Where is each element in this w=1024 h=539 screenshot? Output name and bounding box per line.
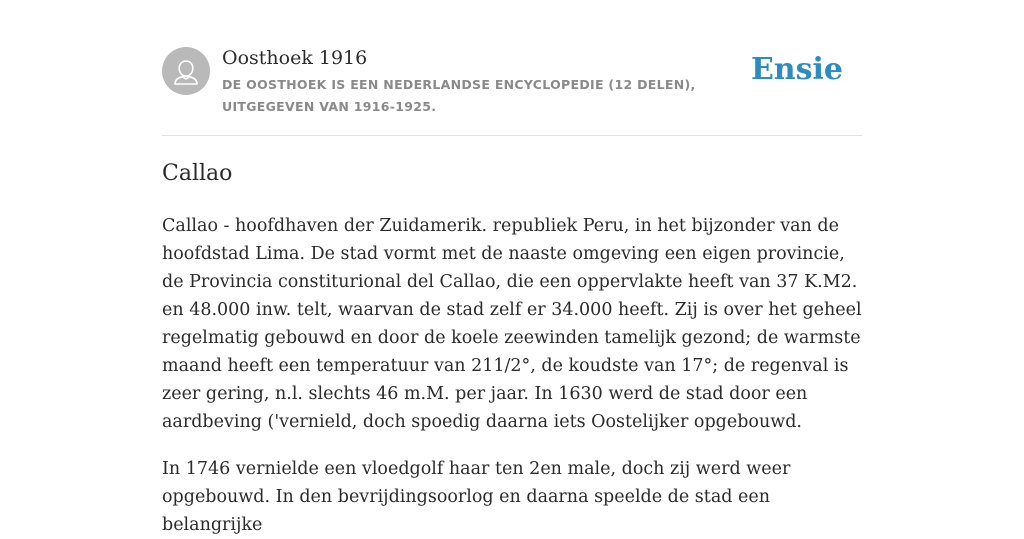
header-divider [162, 135, 862, 136]
article-paragraph: In 1746 vernielde een vloedgolf haar ten 2en male, doch zij werd weer opgebouwd. In den bevrijdingsoorlog en daarna speelde de stad een belangrijke [162, 459, 791, 535]
article-title: Callao [162, 161, 233, 186]
article [162, 158, 862, 539]
ensie-logo-link[interactable]: Ensie [750, 52, 843, 87]
source-title[interactable]: Oosthoek 1916 [222, 47, 368, 69]
source-header [162, 46, 862, 116]
source-description: DE OOSTHOEK IS EEN NEDERLANDSE ENCYCLOPEDIE (12 DELEN), UITGEGEVEN VAN 1916-1925. [222, 77, 696, 114]
article-paragraph: Callao - hoofdhaven der Zuidamerik. republiek Peru, in het bijzonder van de hoofdstad Lima. De stad vormt met de naaste omgeving een eigen provincie, de Provincia constiturional del Callao, die een oppervlakte heeft van 37 K.M2. en 48.000 inw. telt, waarvan de stad zelf er 34.000 heeft. Zij is over het geheel regelmatig gebouwd en door de koele zeewinden tamelijk gezond; de warmste maand heeft een temperatuur van 211/2°, de koudste van 17°; de regenval is zeer gering, n.l. slechts 46 m.M. per jaar. In 1630 werd de stad door een aardbeving ('vernield, doch spoedig daarna iets Oostelijker opgebouwd. [162, 216, 862, 432]
source-info [222, 46, 762, 118]
user-icon [162, 47, 210, 95]
avatar[interactable] [162, 47, 210, 95]
